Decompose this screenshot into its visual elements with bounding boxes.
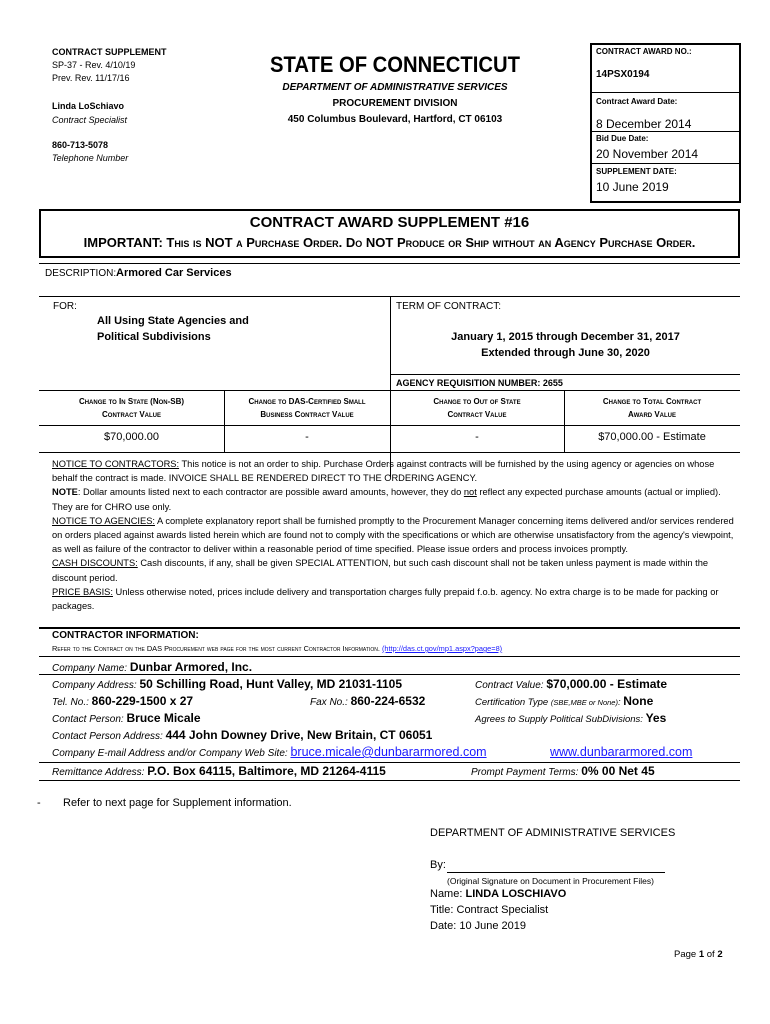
- price-label: PRICE BASIS:: [52, 586, 113, 597]
- refer-next: Refer to next page for Supplement information.: [63, 797, 292, 809]
- by-label: By:: [430, 859, 446, 871]
- email-row: Company E-mail Address and/or Company Web Site: bruce.micale@dunbararmored.com: [52, 745, 487, 759]
- signer-title: Contract Specialist: [456, 904, 549, 916]
- contact-address-row: Contact Person Address: 444 John Downey Drive, New Britain, CT 06051: [52, 728, 433, 742]
- signer-date: 10 June 2019: [459, 920, 527, 932]
- name-row: Name: LINDA LOSCHIAVO: [430, 888, 567, 900]
- bullet: -: [37, 797, 41, 809]
- contractor-heading: CONTRACTOR INFORMATION:: [52, 630, 199, 641]
- date-row: Date: 10 June 2019: [430, 920, 527, 932]
- remit-row: Remittance Address: P.O. Box 64115, Baltimore, MD 21264-4115: [52, 764, 386, 778]
- award-date-label: Contract Award Date:: [596, 97, 678, 106]
- signature-line: [447, 872, 665, 873]
- for-value-2: Political Subdivisions: [97, 331, 211, 343]
- agrees-row: Agrees to Supply Political SubDivisions: Yes: [475, 711, 667, 725]
- contact-address: 444 John Downey Drive, New Britain, CT 06051: [165, 728, 433, 742]
- tel: 860-229-1500 x 27: [91, 694, 194, 708]
- note-label: NOTE: [52, 487, 78, 498]
- term-label: TERM OF CONTRACT:: [396, 301, 501, 312]
- cert-row: Certification Type (SBE,MBE or None): None: [475, 694, 654, 708]
- contractor-refer: Refer to the Contract on the DAS Procurement web page for the most current Contractor Information. (http://das.ct.gov/mp1.aspx?page=8): [52, 644, 503, 653]
- tel-row: Tel. No.: 860-229-1500 x 27: [52, 694, 194, 708]
- term-1: January 1, 2015 through December 31, 2017: [451, 331, 680, 343]
- supplement-label: CONTRACT SUPPLEMENT: [52, 47, 167, 57]
- header-out-of-state: Change to Out of State Contract Value: [433, 397, 521, 419]
- supplement-date: 10 June 2019: [596, 180, 669, 194]
- description-label: DESCRIPTION:: [45, 268, 117, 279]
- phone-label: Telephone Number: [52, 153, 129, 163]
- cell-out-of-state: -: [475, 431, 479, 443]
- notice-agencies-label: NOTICE TO AGENCIES:: [52, 515, 155, 526]
- prev-rev: Prev. Rev. 11/17/16: [52, 73, 130, 83]
- company-name-row: Company Name: Dunbar Armored, Inc.: [52, 660, 253, 674]
- division: PROCUREMENT DIVISION: [332, 98, 458, 109]
- cell-total: $70,000.00 - Estimate: [598, 431, 706, 443]
- fax-row: Fax No.: 860-224-6532: [310, 694, 426, 708]
- state-title: STATE OF CONNECTICUT: [269, 52, 520, 77]
- cash-label: CASH DISCOUNTS:: [52, 558, 138, 569]
- supplement-date-label: SUPPLEMENT DATE:: [596, 167, 677, 176]
- original-signature-note: (Original Signature on Document in Procurement Files): [447, 876, 654, 886]
- header-small-business: Change to DAS-Certified Small Business Contract Value: [248, 397, 366, 419]
- specialist-name: Linda LoSchiavo: [52, 101, 125, 111]
- footer-das: DEPARTMENT OF ADMINISTRATIVE SERVICES: [430, 827, 676, 839]
- contact-row: Contact Person: Bruce Micale: [52, 711, 201, 725]
- website-link[interactable]: www.dunbararmored.com: [550, 745, 693, 759]
- cell-in-state: $70,000.00: [103, 431, 160, 443]
- address: 450 Columbus Boulevard, Hartford, CT 06103: [287, 114, 503, 125]
- header-total: Change to Total Contract Award Value: [602, 397, 702, 419]
- requisition: AGENCY REQUISITION NUMBER: 2655: [396, 378, 563, 388]
- cell-small-business: -: [305, 431, 309, 443]
- company-address-row: Company Address: 50 Schilling Road, Hunt Valley, MD 21031-1105: [52, 677, 402, 691]
- company-address: 50 Schilling Road, Hunt Valley, MD 21031-1105: [139, 677, 402, 691]
- notices: NOTICE TO CONTRACTORS: This notice is not an order to ship. Purchase Orders against contracts will be furnished by the using agency or agencies on whose behalf the contract is made. INVOICE SHALL BE RENDERED DIRECT TO THE ORDERING AGENCY. NOTE: Dollar amounts listed next to each contractor are possible award amounts, however, they do not reflect any expected purchase amounts (actual or implied). They are for CHRO use only. NOTICE TO AGENCIES: A complete explanatory report shall be furnished promptly to the Procurement Manager concerning items delivered and/or services rendered on orders placed against awards listed herein which are found not to comply with the specifications or which are otherwise unsatisfactory from the agency's viewpoint, as well as failure of the contractor to deliver within a reasonable period of time specified. Please issue orders and process invoices promptly. CASH DISCOUNTS: Cash discounts, if any, shall be given SPECIAL ATTENTION, but such cash discount shall not be taken unless payment is made within the discount period. PRICE BASIS: Unless otherwise noted, prices include delivery and transportation charges fully prepaid f.o.b. agency. No extra charge is to be made for packing or packages.: [52, 459, 734, 612]
- important-notice: IMPORTANT: This is NOT a Purchase Order. Do NOT Produce or Ship without an Agency Purchase Order.: [83, 235, 696, 250]
- das-link[interactable]: (http://das.ct.gov/mp1.aspx?page=8): [381, 644, 503, 653]
- department: DEPARTMENT OF ADMINISTRATIVE SERVICES: [282, 82, 508, 93]
- contract-value-row: Contract Value: $70,000.00 - Estimate: [475, 677, 668, 691]
- agrees-value: Yes: [645, 711, 667, 725]
- award-date: 8 December 2014: [596, 117, 692, 131]
- email-link[interactable]: bruce.micale@dunbararmored.com: [290, 745, 487, 759]
- contact-person: Bruce Micale: [126, 711, 201, 725]
- award-no-label: CONTRACT AWARD NO.:: [596, 47, 692, 56]
- title-row: Title: Contract Specialist: [430, 904, 549, 916]
- signer-name: LINDA LOSCHIAVO: [465, 888, 567, 900]
- specialist-title: Contract Specialist: [52, 115, 128, 125]
- contract-value: $70,000.00 - Estimate: [546, 677, 668, 691]
- bid-due: 20 November 2014: [596, 147, 699, 161]
- phone: 860-713-5078: [52, 140, 109, 150]
- notice-contractors-label: NOTICE TO CONTRACTORS:: [52, 459, 180, 469]
- prompt-terms: 0% 00 Net 45: [581, 764, 655, 778]
- award-no: 14PSX0194: [596, 69, 650, 80]
- cert-value: None: [623, 694, 654, 708]
- header-in-state: Change to In State (Non-SB) Contract Value: [78, 397, 185, 419]
- remit-address: P.O. Box 64115, Baltimore, MD 21264-4115: [147, 764, 386, 778]
- for-label: FOR:: [53, 301, 77, 312]
- description-value: Armored Car Services: [116, 267, 232, 279]
- page-number: Page 1 of 2: [674, 949, 723, 960]
- fax: 860-224-6532: [350, 694, 426, 708]
- for-value-1: All Using State Agencies and: [97, 315, 249, 327]
- term-2: Extended through June 30, 2020: [481, 347, 650, 359]
- bid-due-label: Bid Due Date:: [596, 134, 649, 143]
- form-rev: SP-37 - Rev. 4/10/19: [52, 60, 136, 70]
- prompt-row: Prompt Payment Terms: 0% 00 Net 45: [471, 764, 655, 778]
- company-name: Dunbar Armored, Inc.: [129, 660, 253, 674]
- supplement-title: CONTRACT AWARD SUPPLEMENT #16: [249, 214, 530, 231]
